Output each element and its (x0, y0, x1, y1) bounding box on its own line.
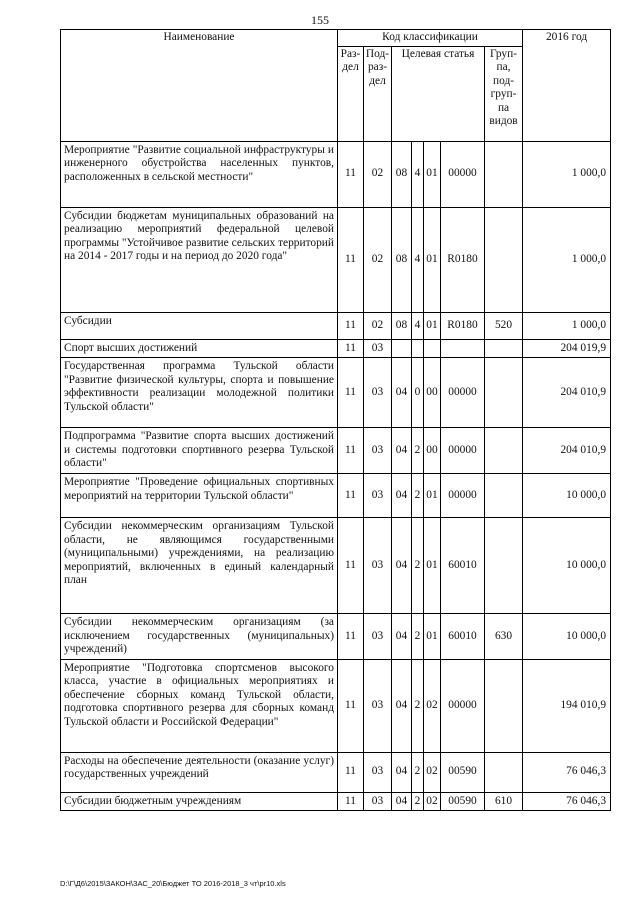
row-code-pr: 03 (364, 752, 392, 792)
table-row (61, 474, 611, 518)
row-code-pr: 03 (364, 358, 392, 428)
row-code-t3: 01 (424, 474, 441, 518)
row-name: Субсидии бюджетам муниципальных образований на реализацию мероприятий федеральной целевой программы "Устойчивое развитие сельских территорий на 2014 - 2017 годы и на период до 2020 года" (61, 207, 338, 312)
row-code-t4 (441, 339, 485, 358)
row-code-t1: 04 (392, 358, 412, 428)
table-row (61, 792, 611, 811)
row-code-t4: R0180 (441, 207, 485, 312)
table-row (61, 358, 611, 428)
header-classification: Код классификации (338, 30, 523, 47)
row-code-vr: 610 (485, 792, 523, 811)
row-name: Подпрограмма "Развитие спорта высших достижений и системы подготовки спортивного резерва Тульской области" (61, 428, 338, 474)
row-code-t2: 4 (412, 312, 424, 339)
row-amount: 1 000,0 (523, 141, 611, 207)
table-row (61, 339, 611, 358)
row-code-t4: 00000 (441, 358, 485, 428)
row-amount: 1 000,0 (523, 207, 611, 312)
row-code-t1: 08 (392, 207, 412, 312)
row-name: Субсидии некоммерческим организациям (за исключением государственных (муниципальных) учреждений) (61, 614, 338, 660)
row-code-rz: 11 (338, 659, 364, 752)
header-subsection: Под-раз-дел (364, 46, 392, 141)
row-amount: 10 000,0 (523, 518, 611, 614)
row-code-vr: 520 (485, 312, 523, 339)
row-code-t1: 04 (392, 792, 412, 811)
row-code-rz: 11 (338, 752, 364, 792)
header-year: 2016 год (523, 30, 611, 142)
table-row (61, 614, 611, 660)
row-code-pr: 02 (364, 141, 392, 207)
row-code-vr (485, 659, 523, 752)
row-amount: 10 000,0 (523, 474, 611, 518)
row-code-t4: 60010 (441, 518, 485, 614)
row-code-t2: 4 (412, 207, 424, 312)
row-code-t3: 01 (424, 312, 441, 339)
row-code-t3: 01 (424, 141, 441, 207)
row-code-pr: 03 (364, 428, 392, 474)
row-code-rz: 11 (338, 141, 364, 207)
row-name: Спорт высших достижений (61, 339, 338, 358)
row-amount: 204 010,9 (523, 428, 611, 474)
table-row (61, 207, 611, 312)
row-code-t2: 2 (412, 474, 424, 518)
budget-table (60, 29, 611, 811)
row-code-t4: 00000 (441, 474, 485, 518)
row-code-t3: 02 (424, 752, 441, 792)
row-code-t2 (412, 339, 424, 358)
table-row (61, 659, 611, 752)
table-row (61, 518, 611, 614)
row-code-rz: 11 (338, 207, 364, 312)
row-code-rz: 11 (338, 339, 364, 358)
row-code-t1: 04 (392, 614, 412, 660)
row-code-t1 (392, 339, 412, 358)
row-code-pr: 03 (364, 614, 392, 660)
row-name: Мероприятие "Подготовка спортсменов высокого класса, участие в официальных мероприятиях и обеспечение сборных команд Тульской области, подготовка спортивного резерва для сборных команд Тульской области и Российской Федерации" (61, 659, 338, 752)
row-code-pr: 03 (364, 518, 392, 614)
header-section: Раз-дел (338, 46, 364, 141)
row-code-rz: 11 (338, 358, 364, 428)
row-amount: 10 000,0 (523, 614, 611, 660)
row-amount: 204 019,9 (523, 339, 611, 358)
row-code-vr (485, 207, 523, 312)
row-name: Государственная программа Тульской области "Развитие физической культуры, спорта и повышение эффективности реализации молодежной политики Тульской области" (61, 358, 338, 428)
header-name: Наименование (61, 30, 338, 142)
row-amount: 76 046,3 (523, 752, 611, 792)
row-code-rz: 11 (338, 792, 364, 811)
row-amount: 76 046,3 (523, 792, 611, 811)
row-code-vr: 630 (485, 614, 523, 660)
row-code-t1: 08 (392, 312, 412, 339)
row-amount: 204 010,9 (523, 358, 611, 428)
row-code-t2: 2 (412, 792, 424, 811)
table-row (61, 752, 611, 792)
row-code-t3: 00 (424, 428, 441, 474)
row-code-t4: 00000 (441, 659, 485, 752)
row-code-t2: 2 (412, 428, 424, 474)
row-code-t2: 2 (412, 518, 424, 614)
row-code-pr: 03 (364, 659, 392, 752)
row-code-t1: 04 (392, 474, 412, 518)
row-code-rz: 11 (338, 614, 364, 660)
row-code-t3 (424, 339, 441, 358)
row-code-rz: 11 (338, 518, 364, 614)
row-code-t3: 01 (424, 518, 441, 614)
row-code-t1: 04 (392, 752, 412, 792)
row-code-t4: 00590 (441, 792, 485, 811)
row-name: Расходы на обеспечение деятельности (оказание услуг) государственных учреждений (61, 752, 338, 792)
header-target: Целевая статья (392, 46, 485, 141)
row-code-t1: 04 (392, 659, 412, 752)
row-code-t3: 01 (424, 614, 441, 660)
row-code-t4: 00000 (441, 428, 485, 474)
row-code-t3: 00 (424, 358, 441, 428)
row-code-t3: 02 (424, 659, 441, 752)
row-code-t1: 08 (392, 141, 412, 207)
row-amount: 194 010,9 (523, 659, 611, 752)
row-code-pr: 03 (364, 792, 392, 811)
table-row (61, 428, 611, 474)
row-code-rz: 11 (338, 474, 364, 518)
row-code-t4: 00000 (441, 141, 485, 207)
row-code-t3: 02 (424, 792, 441, 811)
row-code-vr (485, 141, 523, 207)
row-code-pr: 03 (364, 339, 392, 358)
header-group: Груп-па, под-груп-па видов (485, 46, 523, 141)
row-name: Субсидии бюджетным учреждениям (61, 792, 338, 811)
row-code-t2: 2 (412, 614, 424, 660)
row-name: Мероприятие "Развитие социальной инфраструктуры и инженерного обустройства населенных пунктов, расположенных в сельской местности" (61, 141, 338, 207)
row-code-vr (485, 428, 523, 474)
row-code-vr (485, 358, 523, 428)
page-number: 155 (311, 13, 329, 27)
row-code-vr (485, 474, 523, 518)
row-code-pr: 02 (364, 312, 392, 339)
row-code-vr (485, 752, 523, 792)
row-code-t4: R0180 (441, 312, 485, 339)
row-code-t2: 2 (412, 752, 424, 792)
row-name: Субсидии (61, 312, 338, 339)
row-code-t4: 00590 (441, 752, 485, 792)
row-amount: 1 000,0 (523, 312, 611, 339)
row-code-t2: 0 (412, 358, 424, 428)
row-code-pr: 02 (364, 207, 392, 312)
table-row (61, 141, 611, 207)
row-code-pr: 03 (364, 474, 392, 518)
row-name: Мероприятие "Проведение официальных спортивных мероприятий на территории Тульской области" (61, 474, 338, 518)
row-code-t4: 60010 (441, 614, 485, 660)
row-code-vr (485, 518, 523, 614)
row-code-t1: 04 (392, 428, 412, 474)
row-code-vr (485, 339, 523, 358)
row-code-t3: 01 (424, 207, 441, 312)
table-row (61, 312, 611, 339)
row-name: Субсидии некоммерческим организациям Тульской области, не являющимся государственными (муниципальными) учреждениями, на реализацию мероприятий, включенных в единый календарный план (61, 518, 338, 614)
file-path-footer: D:\Г\Д6\2015\ЗАКОН\ЗАС_20\Бюджет ТО 2016-2018_3 чт\рr10.xls (60, 879, 286, 888)
row-code-t2: 4 (412, 141, 424, 207)
row-code-rz: 11 (338, 312, 364, 339)
row-code-rz: 11 (338, 428, 364, 474)
row-code-t2: 2 (412, 659, 424, 752)
row-code-t1: 04 (392, 518, 412, 614)
